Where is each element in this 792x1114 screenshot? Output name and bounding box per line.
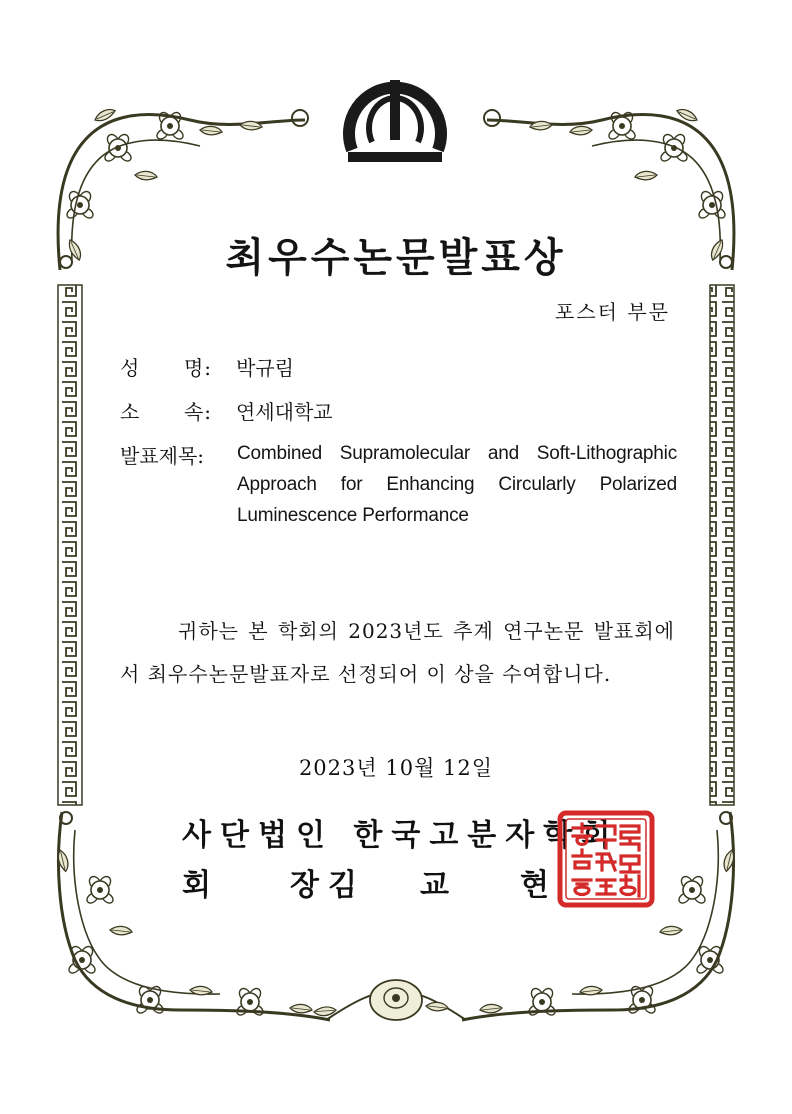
name-label: 성 명: [120, 356, 212, 380]
president-name-1: 김 [328, 868, 357, 903]
body-text: 귀하는 본 학회의 2023년도 추계 연구논문 발표회에서 최우수논문발표자로 선정되어 이 상을 수여합니다. [120, 619, 675, 686]
affiliation-label: 소 속: [120, 400, 212, 424]
society-emblem-icon [342, 62, 448, 174]
award-category: 포스터 부문 [555, 300, 670, 324]
affiliation-row [120, 396, 333, 425]
name-row [120, 352, 294, 381]
certificate-body [120, 610, 675, 696]
recipient-affiliation: 연세대학교 [236, 400, 333, 424]
presentation-title: Combined Supramolecular and Soft-Lithographic Approach for Enhancing Circularly Polarized Luminescence Performance [237, 443, 677, 526]
president-name-3: 현 [520, 868, 549, 903]
president-name-2: 교 [420, 868, 449, 903]
president-title-2: 장 [290, 868, 319, 903]
recipient-name: 박규림 [236, 356, 294, 380]
award-date: 2023년 10월 12일 [298, 756, 494, 780]
official-seal-stamp [557, 810, 655, 908]
organization-name: 사단법인 한국고분자학회 [182, 818, 620, 853]
presentation-title-label: 발표제목: [120, 444, 205, 468]
president-title-1: 회 [182, 868, 211, 903]
certificate-title: 최우수논문발표상 [225, 234, 567, 281]
